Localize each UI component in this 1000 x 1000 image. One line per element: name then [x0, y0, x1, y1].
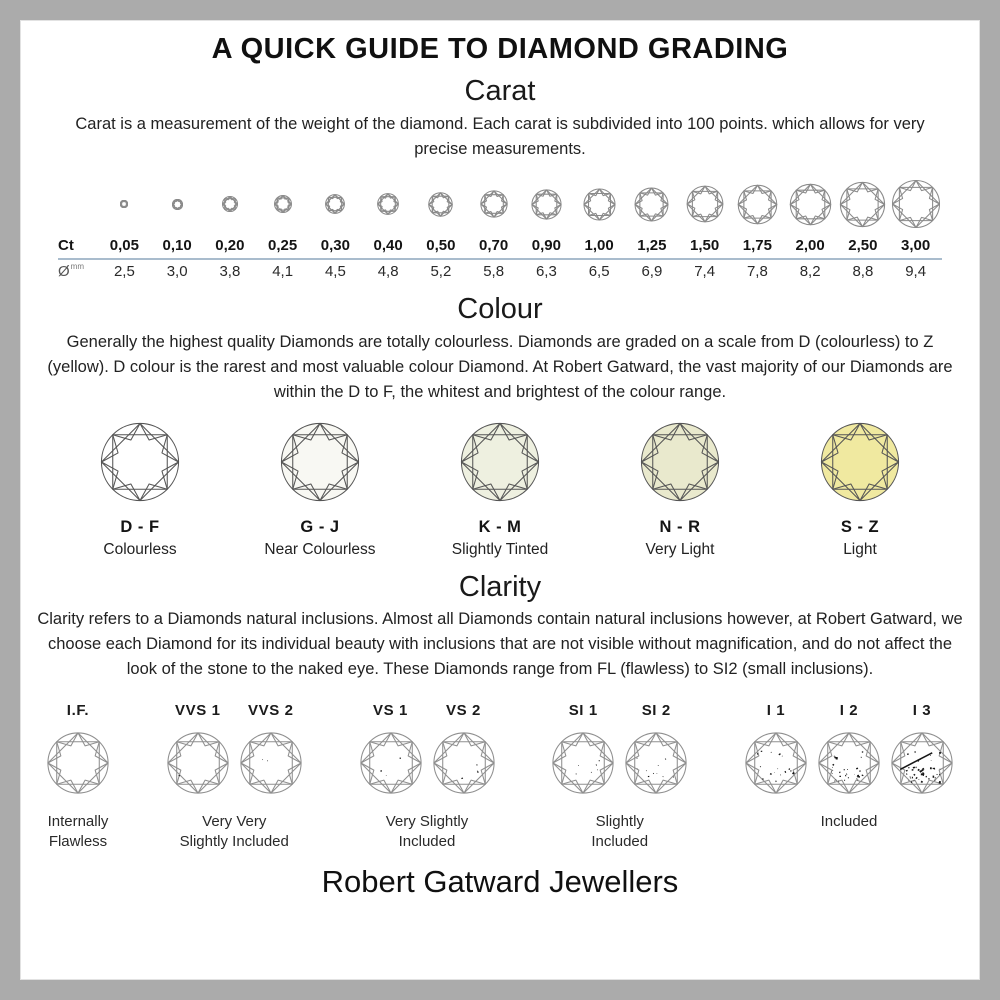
- clarity-diamond: [817, 731, 881, 800]
- clarity-diamond-row: [44, 702, 112, 800]
- carat-diameter-value: 7,8: [746, 263, 768, 281]
- clarity-diamond: [46, 731, 110, 800]
- carat-weight-value: 0,20: [215, 237, 245, 255]
- clarity-description-line: Flawless: [48, 832, 108, 850]
- carat-diameter-value: 6,9: [641, 263, 663, 281]
- clarity-heading: Clarity: [458, 570, 542, 603]
- carat-size-diamond: [678, 175, 731, 233]
- carat-diamond-icon: [120, 200, 128, 208]
- carat-diamond-icon: [480, 190, 508, 218]
- carat-diamond-icon: [428, 192, 453, 217]
- carat-diamond-icon: [222, 196, 238, 212]
- clarity-group: [742, 702, 956, 853]
- carat-diameter-value: 6,3: [535, 263, 557, 281]
- colour-grade-column: [590, 421, 770, 559]
- diameter-unit: mm: [70, 262, 84, 272]
- clarity-grade-label: I 1: [766, 701, 786, 719]
- carat-size-diamond: [151, 175, 204, 233]
- clarity-diamond-row: [549, 702, 690, 800]
- carat-diamond-icon: [377, 193, 399, 215]
- carat-diameter-value: 5,2: [430, 263, 452, 281]
- carat-weight-value: 0,50: [426, 237, 456, 255]
- colour-diamond-icon: [819, 421, 901, 503]
- carat-size-diamond: [626, 175, 679, 233]
- carat-weight-value: 0,25: [268, 237, 298, 255]
- colour-grade-range: N - R: [659, 517, 701, 536]
- clarity-description-line: Slightly Included: [179, 832, 289, 850]
- clarity-grade-label: SI 1: [568, 701, 598, 719]
- colour-diamond-icon: [99, 421, 181, 503]
- clarity-diamond: [432, 731, 496, 800]
- carat-diamond-icon: [172, 199, 183, 210]
- carat-diameter-value: 4,8: [377, 263, 399, 281]
- clarity-group-description: [48, 812, 109, 853]
- colour-grade-column: [410, 421, 590, 559]
- clarity-grade-label: I 3: [912, 701, 932, 719]
- carat-diameter-value: 2,5: [113, 263, 135, 281]
- clarity-diamond-icon: [239, 731, 303, 795]
- carat-weight-value: 1,75: [742, 237, 772, 255]
- colour-heading: Colour: [457, 293, 543, 326]
- clarity-grade-strip: [44, 702, 956, 853]
- clarity-grade-label: SI 2: [641, 701, 671, 719]
- colour-grade-column: [50, 421, 230, 559]
- clarity-diamond: [359, 731, 423, 800]
- clarity-diamond-icon: [551, 731, 615, 795]
- carat-size-diamond: [467, 175, 520, 233]
- colour-grade-column: [230, 421, 410, 559]
- colour-grade-label: Slightly Tinted: [451, 540, 549, 558]
- clarity-description-line: Included: [591, 832, 649, 850]
- clarity-group: [549, 702, 690, 853]
- clarity-grade-label: VS 1: [373, 701, 408, 719]
- carat-diamond-icon: [737, 184, 778, 225]
- clarity-diamond-icon: [166, 731, 230, 795]
- carat-size-diamond: [784, 175, 837, 233]
- carat-diameter-value: 7,4: [694, 263, 716, 281]
- carat-weight-value: 0,05: [109, 237, 139, 255]
- clarity-group: [164, 702, 305, 853]
- clarity-diamond-icon: [817, 731, 881, 795]
- carat-size-diamond: [415, 175, 468, 233]
- colour-diamond-icon: [279, 421, 361, 503]
- carat-size-diamond: [837, 175, 890, 233]
- clarity-grade-cell: [44, 702, 112, 800]
- clarity-diamond-icon: [890, 731, 954, 795]
- colour-grade-range: D - F: [120, 517, 160, 536]
- clarity-diamond: [744, 731, 808, 800]
- colour-grade-range: S - Z: [840, 517, 880, 536]
- colour-grade-column: [770, 421, 950, 559]
- clarity-diamond-icon: [744, 731, 808, 795]
- colour-diamond-icon: [459, 421, 541, 503]
- colour-grade-row: [50, 421, 950, 559]
- colour-grade-range: K - M: [478, 517, 522, 536]
- carat-diameter-value: 6,5: [588, 263, 610, 281]
- clarity-description-line: Very Very: [202, 812, 267, 830]
- carat-scale: [58, 175, 942, 280]
- carat-size-diamond: [256, 175, 309, 233]
- carat-size-diamond: [204, 175, 257, 233]
- colour-grade-label: Near Colourless: [264, 540, 376, 558]
- carat-size-diamond: [98, 175, 151, 233]
- clarity-diamond: [624, 731, 688, 800]
- carat-size-diamond: [889, 175, 942, 233]
- carat-table-divider: [58, 258, 942, 260]
- carat-diamond-icon: [583, 188, 616, 221]
- clarity-group-description: [180, 812, 289, 853]
- carat-weight-value: 3,00: [901, 237, 931, 255]
- guide-sheet: [20, 20, 980, 980]
- carat-size-diamond: [573, 175, 626, 233]
- carat-diamond-row: [58, 175, 942, 233]
- clarity-description-line: Included: [398, 832, 456, 850]
- diameter-row-label: [58, 263, 98, 280]
- clarity-grade-label: I 2: [839, 701, 859, 719]
- diameter-symbol: Ø: [58, 263, 70, 281]
- clarity-grade-cell: [742, 702, 810, 800]
- colour-grade-label: Light: [843, 540, 877, 558]
- carat-diameter-value: 4,1: [272, 263, 294, 281]
- carat-weight-value: 1,50: [690, 237, 720, 255]
- clarity-grade-label: VVS 1: [174, 701, 221, 719]
- clarity-group-description: [821, 812, 878, 832]
- carat-weight-value: 0,90: [531, 237, 561, 255]
- carat-size-diamond: [362, 175, 415, 233]
- clarity-diamond-icon: [432, 731, 496, 795]
- clarity-description-line: Included: [820, 812, 878, 830]
- clarity-grade-label: I.F.: [66, 701, 90, 719]
- carat-size-diamond: [520, 175, 573, 233]
- carat-description: Carat is a measurement of the weight of the diamond. Each carat is subdivided into 100 points. which allows for very precise measurements.: [75, 114, 925, 158]
- carat-diameter-row: [58, 263, 942, 280]
- clarity-group: [44, 702, 112, 853]
- carat-size-diamond: [309, 175, 362, 233]
- carat-diamond-icon: [274, 195, 292, 213]
- clarity-group-description: [591, 812, 648, 853]
- clarity-diamond: [239, 731, 303, 800]
- clarity-diamond-row: [164, 702, 305, 800]
- clarity-diamond-row: [357, 702, 498, 800]
- clarity-diamond-icon: [624, 731, 688, 795]
- carat-diameter-value: 5,8: [483, 263, 505, 281]
- carat-diameter-value: 3,8: [219, 263, 241, 281]
- carat-diamond-icon: [789, 183, 832, 226]
- carat-size-diamond: [731, 175, 784, 233]
- colour-diamond-icon: [639, 421, 721, 503]
- carat-weight-row: [58, 237, 942, 254]
- clarity-diamond: [551, 731, 615, 800]
- clarity-grade-cell: [549, 702, 617, 800]
- clarity-diamond-icon: [359, 731, 423, 795]
- clarity-grade-cell: [237, 702, 305, 800]
- carat-weight-value: 0,10: [162, 237, 192, 255]
- carat-weight-value: 0,70: [479, 237, 509, 255]
- carat-diameter-value: 8,8: [852, 263, 874, 281]
- carat-weight-value: 0,40: [373, 237, 403, 255]
- carat-weight-value: 1,25: [637, 237, 667, 255]
- colour-grade-range: G - J: [300, 517, 340, 536]
- clarity-grade-cell: [815, 702, 883, 800]
- clarity-grade-cell: [622, 702, 690, 800]
- carat-diameter-value: 3,0: [166, 263, 188, 281]
- clarity-group-description: [386, 812, 469, 853]
- carat-diamond-icon: [325, 194, 345, 214]
- brand-name: Robert Gatward Jewellers: [321, 864, 679, 900]
- clarity-description: Clarity refers to a Diamonds natural inclusions. Almost all Diamonds contain natural inclusions however, at Robert Gatward, we choose each Diamond for its individual beauty with inclusions that are not visible without magnification, and do not affect the look of the stone to the naked eye. These Diamonds range from FL (flawless) to SI2 (small inclusions).: [37, 610, 963, 678]
- clarity-grade-cell: [357, 702, 425, 800]
- carat-weight-value: 2,00: [795, 237, 825, 255]
- clarity-grade-label: VS 2: [446, 701, 481, 719]
- carat-diamond-icon: [634, 187, 669, 222]
- clarity-description-line: Slightly: [595, 812, 644, 830]
- clarity-diamond: [890, 731, 954, 800]
- carat-heading: Carat: [464, 75, 536, 107]
- carat-diamond-icon: [531, 189, 562, 220]
- carat-diameter-value: 9,4: [905, 263, 927, 281]
- carat-diamond-icon: [686, 185, 724, 223]
- clarity-description-line: Internally: [47, 812, 109, 830]
- carat-diameter-value: 8,2: [799, 263, 821, 281]
- carat-weight-value: 0,30: [320, 237, 350, 255]
- carat-weight-value: 2,50: [848, 237, 878, 255]
- page-title: A QUICK GUIDE TO DIAMOND GRADING: [211, 33, 789, 65]
- clarity-group: [357, 702, 498, 853]
- clarity-diamond-row: [742, 702, 956, 800]
- carat-diameter-value: 4,5: [324, 263, 346, 281]
- carat-diamond-icon: [891, 179, 941, 229]
- carat-row-label: Ct: [58, 237, 74, 255]
- clarity-diamond-icon: [46, 731, 110, 795]
- colour-grade-label: Very Light: [645, 540, 715, 558]
- clarity-grade-cell: [888, 702, 956, 800]
- clarity-grade-label: VVS 2: [247, 701, 294, 719]
- colour-description: Generally the highest quality Diamonds are totally colourless. Diamonds are graded on a scale from D (colourless) to Z (yellow). D colour is the rarest and most valuable colour Diamond. At Robert Gatward, the vast majority of our Diamonds are within the D to F, the whitest and brightest of the colour range.: [47, 333, 953, 401]
- carat-diamond-icon: [839, 181, 886, 228]
- clarity-grade-cell: [430, 702, 498, 800]
- clarity-grade-cell: [164, 702, 232, 800]
- clarity-diamond: [166, 731, 230, 800]
- colour-grade-label: Colourless: [103, 540, 177, 558]
- carat-weight-value: 1,00: [584, 237, 614, 255]
- clarity-description-line: Very Slightly: [385, 812, 469, 830]
